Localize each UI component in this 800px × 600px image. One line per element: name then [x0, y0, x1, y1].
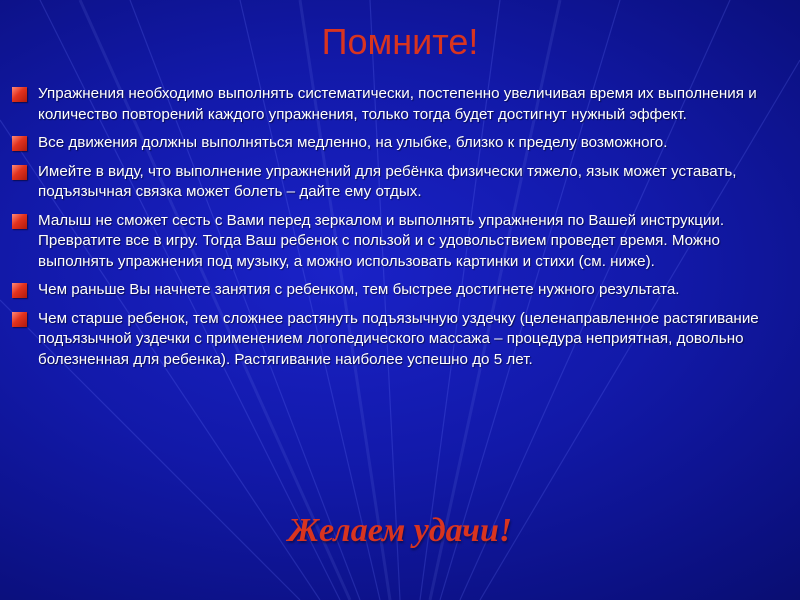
- bullet-item: [12, 162, 790, 203]
- bullet-text: Чем старше ребенок, тем сложнее растянуть подъязычную уздечку (целенаправленное растягивание подъязычной уздечки с применением логопедического массажа – процедура неприятная, довольно болезненная для ребенка). Растягивание наиболее успешно до 5 лет.: [38, 309, 759, 368]
- bullet-text: Чем раньше Вы начнете занятия с ребенком, тем быстрее достигнете нужного результата.: [38, 281, 680, 298]
- closing-message: Желаем удачи!: [287, 512, 513, 549]
- slide-title: Помните!: [321, 21, 479, 62]
- bullet-marker-icon: [12, 283, 27, 298]
- bullet-text: Все движения должны выполняться медленно, на улыбке, близко к пределу возможного.: [38, 134, 668, 151]
- bullet-text: Упражнения необходимо выполнять систематически, постепенно увеличивая время их выполнения и количество повторений каждого упражнения, только тогда будет достигнут нужный эффект.: [38, 85, 757, 123]
- bullet-text: Малыш не сможет сесть с Вами перед зеркалом и выполнять упражнения по Вашей инструкции. Превратите все в игру. Тогда Ваш ребенок с пользой и с удовольствием проведет время. Можно выполнять упражнения под музыку, а можно использовать картинки и стихи (см. ниже).: [38, 211, 725, 270]
- bullet-item: [12, 133, 790, 154]
- bullet-item: [12, 211, 790, 273]
- bullet-list: [12, 84, 790, 378]
- bullet-marker-icon: [12, 214, 27, 229]
- bullet-item: [12, 309, 790, 371]
- bullet-text: Имейте в виду, что выполнение упражнений для ребёнка физически тяжело, язык может уставать, подъязычная связка может болеть – дайте ему отдых.: [38, 162, 737, 200]
- bullet-marker-icon: [12, 165, 27, 180]
- bullet-marker-icon: [12, 136, 27, 151]
- bullet-marker-icon: [12, 87, 27, 102]
- bullet-item: [12, 84, 790, 125]
- bullet-item: [12, 280, 790, 301]
- bullet-marker-icon: [12, 312, 27, 327]
